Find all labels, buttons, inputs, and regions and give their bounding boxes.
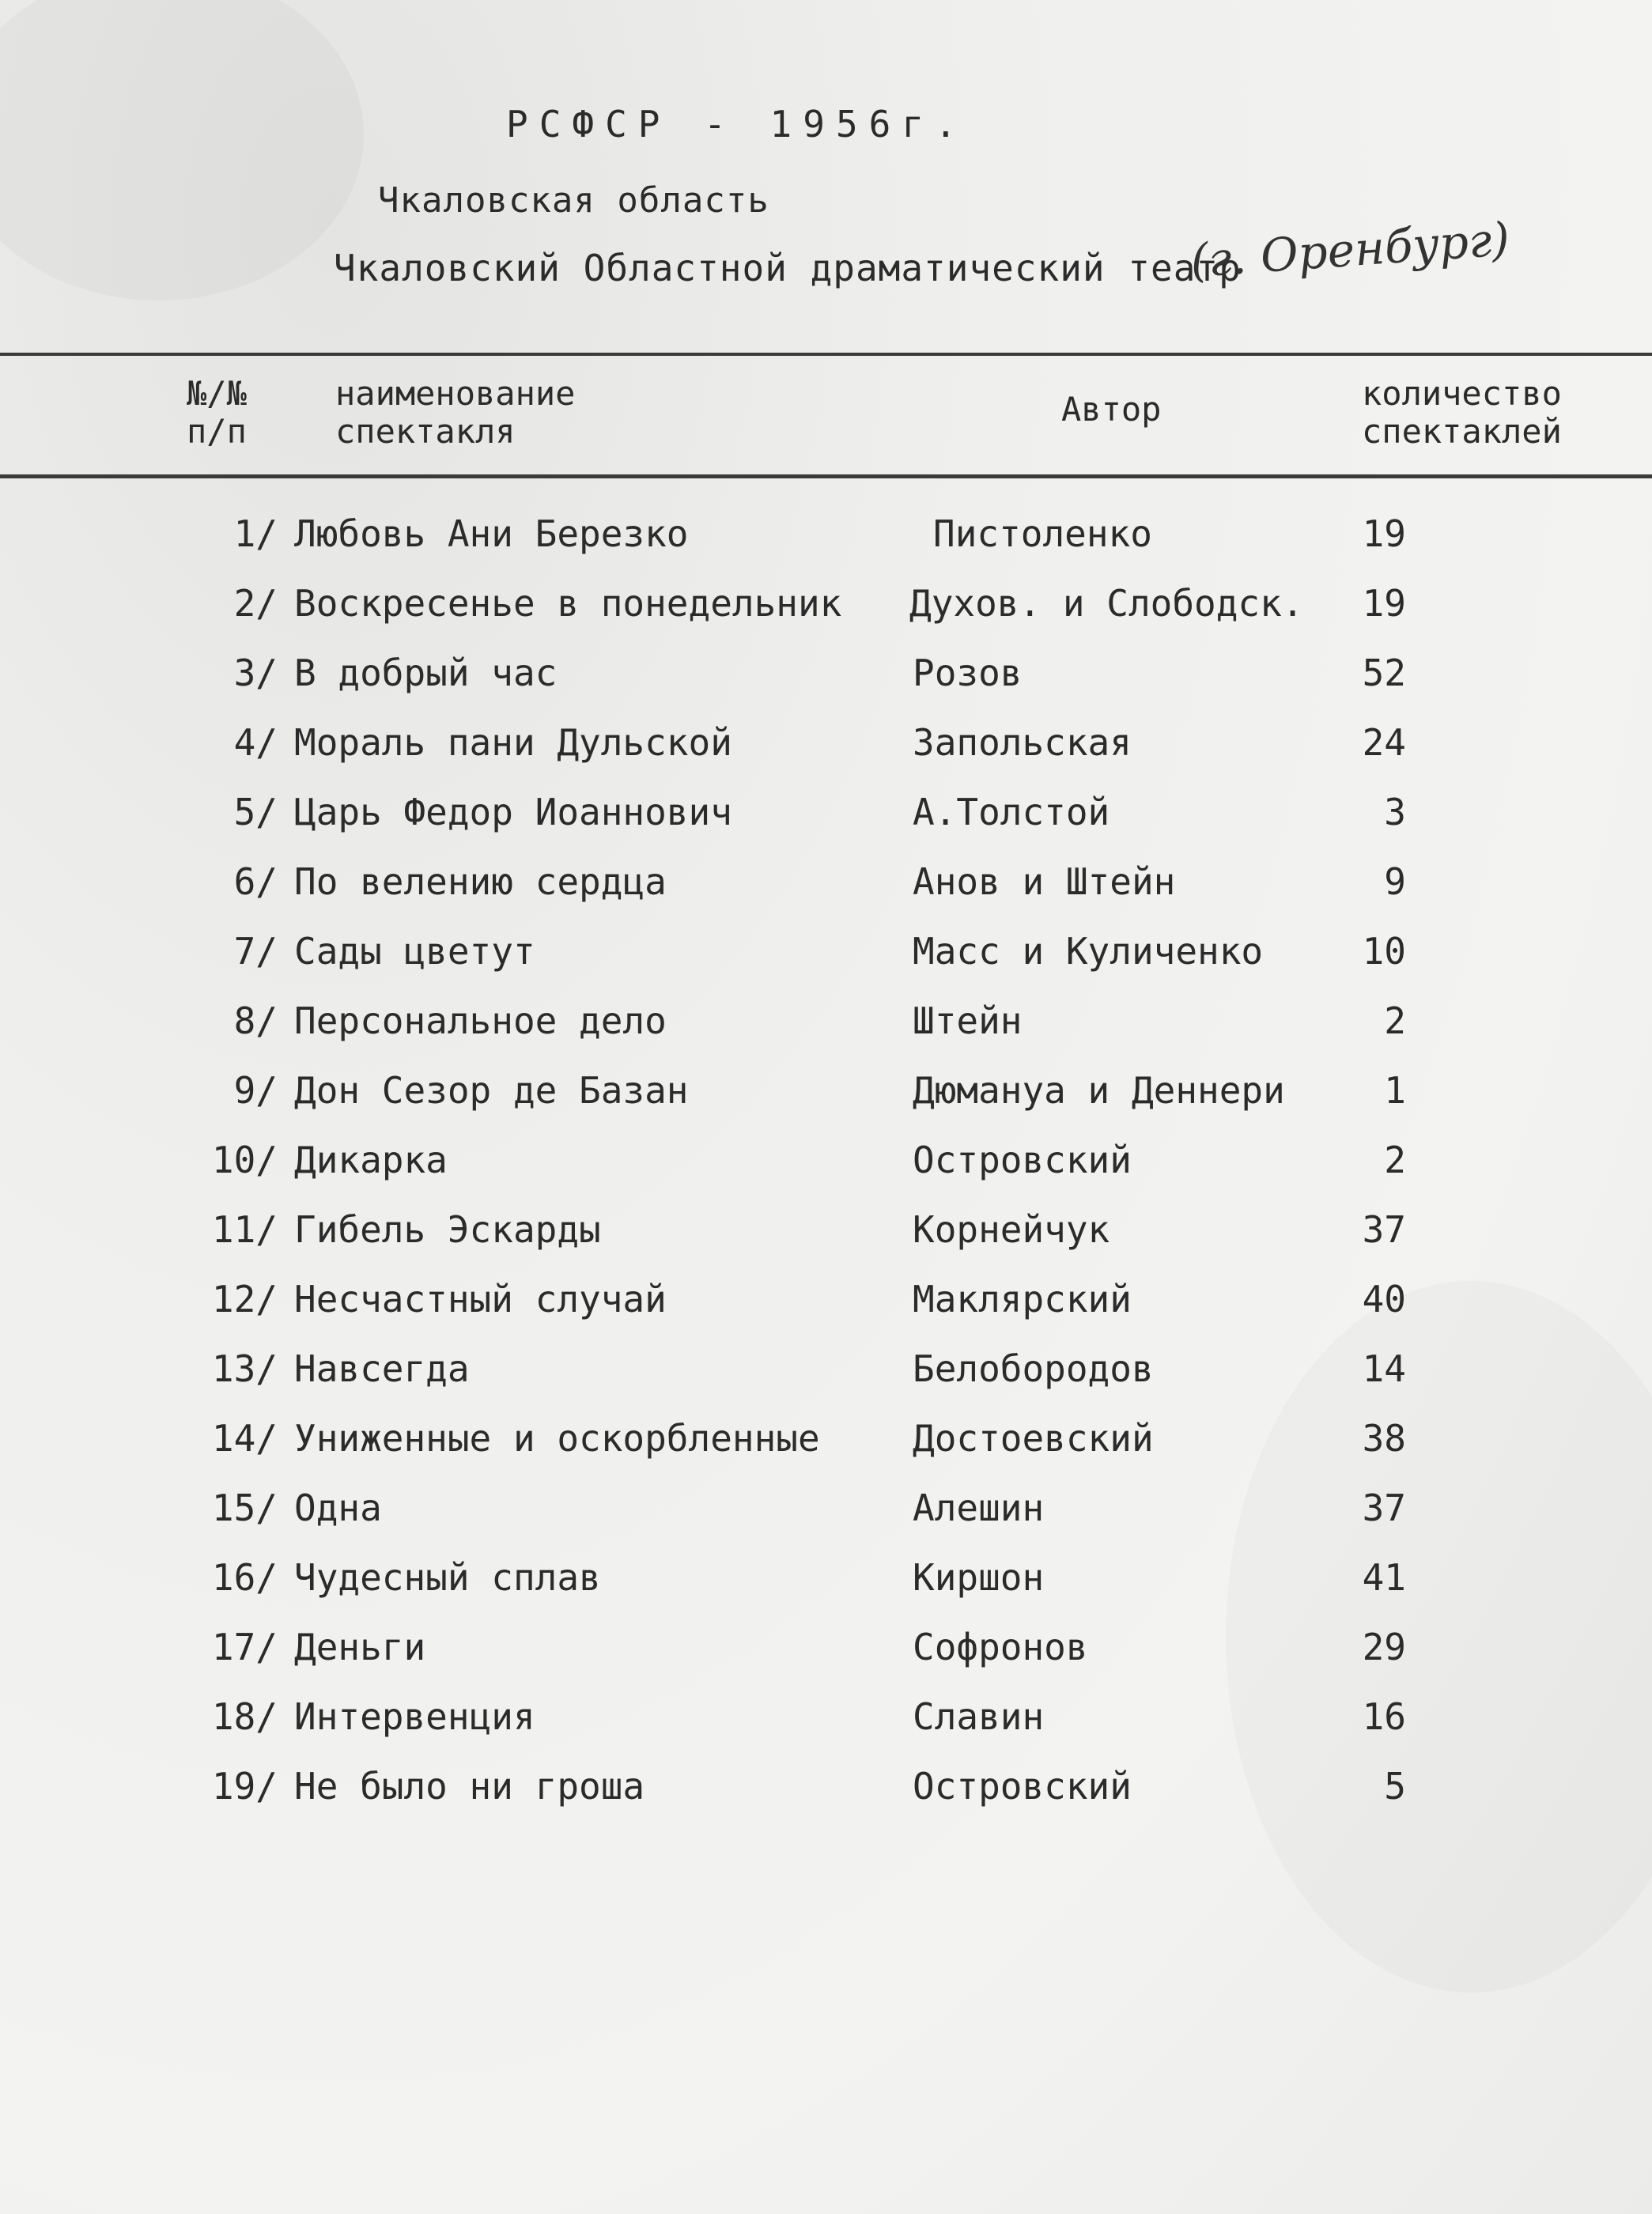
column-header-number: №/№ п/п: [187, 374, 247, 451]
table-row: [0, 1695, 1652, 1765]
row-number: 6/: [233, 860, 278, 903]
table-row: [0, 791, 1652, 860]
play-title: Дон Сезор де Базан: [294, 1069, 689, 1112]
table-row: [0, 1487, 1652, 1556]
row-number: 9/: [233, 1069, 278, 1112]
row-number: 7/: [233, 930, 278, 973]
play-author: Островский: [913, 1139, 1132, 1181]
table-row: [0, 1556, 1652, 1626]
table-row: [0, 1417, 1652, 1487]
play-author: Масс и Куличенко: [913, 930, 1264, 973]
performance-count: 10: [1362, 930, 1406, 973]
play-author: Софронов: [913, 1626, 1088, 1668]
play-author: Достоевский: [913, 1417, 1154, 1460]
performance-count: 40: [1362, 1278, 1406, 1320]
play-author: Дюмануа и Деннери: [913, 1069, 1285, 1112]
play-title: Не было ни гроша: [294, 1765, 645, 1808]
play-title: Чудесный сплав: [294, 1556, 601, 1599]
row-number: 5/: [233, 791, 278, 833]
performance-count: 2: [1384, 1139, 1406, 1181]
performance-count: 9: [1384, 860, 1406, 903]
play-title: Деньги: [294, 1626, 426, 1668]
play-title: Сады цветут: [294, 930, 535, 973]
play-title: Любовь Ани Березко: [294, 512, 689, 555]
play-author: Розов: [913, 652, 1023, 694]
play-title: Персональное дело: [294, 999, 667, 1042]
performance-count: 16: [1362, 1695, 1406, 1738]
row-number: 4/: [233, 721, 278, 764]
play-author: Штейн: [913, 999, 1023, 1042]
performance-count: 24: [1362, 721, 1406, 764]
table-row: [0, 930, 1652, 999]
performance-count: 41: [1362, 1556, 1406, 1599]
row-number: 11/: [211, 1208, 278, 1251]
play-title: Навсегда: [294, 1347, 470, 1390]
row-number: 13/: [211, 1347, 278, 1390]
play-author: Запольская: [913, 721, 1132, 764]
performance-count: 5: [1384, 1765, 1406, 1808]
play-title: Интервенция: [294, 1695, 535, 1738]
play-author: Корнейчук: [913, 1208, 1110, 1251]
play-title: Несчастный случай: [294, 1278, 667, 1320]
row-number: 1/: [233, 512, 278, 555]
play-author: Славин: [913, 1695, 1045, 1738]
row-number: 15/: [211, 1487, 278, 1529]
play-title: Одна: [294, 1487, 382, 1529]
play-author: Маклярский: [913, 1278, 1132, 1320]
play-title: Воскресенье в понедельник: [294, 582, 842, 625]
row-number: 19/: [211, 1765, 278, 1808]
row-number: 18/: [211, 1695, 278, 1738]
theater-heading: Чкаловский Областной драматический театр: [334, 247, 1242, 289]
row-number: 14/: [211, 1417, 278, 1460]
play-title: По велению сердца: [294, 860, 667, 903]
performance-count: 37: [1362, 1487, 1406, 1529]
play-title: Царь Федор Иоаннович: [294, 791, 732, 833]
play-author: Островский: [913, 1765, 1132, 1808]
handwritten-city-note: (г. Оренбург): [1189, 211, 1512, 289]
row-number: 3/: [233, 652, 278, 694]
play-title: Дикарка: [294, 1139, 448, 1181]
table-row: [0, 1626, 1652, 1695]
play-title: Гибель Эскарды: [294, 1208, 601, 1251]
performance-count: 19: [1362, 512, 1406, 555]
play-author: Белобородов: [913, 1347, 1154, 1390]
play-title: Мораль пани Дульской: [294, 721, 732, 764]
play-title: В добрый час: [294, 652, 558, 694]
page-smudge: [0, 0, 364, 300]
table-top-rule: [0, 353, 1652, 356]
table-row: [0, 1139, 1652, 1208]
table-row: [0, 582, 1652, 652]
performance-count: 52: [1362, 652, 1406, 694]
table-row: [0, 1069, 1652, 1139]
row-number: 12/: [211, 1278, 278, 1320]
performance-count: 29: [1362, 1626, 1406, 1668]
row-number: 16/: [211, 1556, 278, 1599]
column-header-count: количество спектаклей: [1362, 374, 1562, 451]
table-row: [0, 1347, 1652, 1417]
performance-count: 14: [1362, 1347, 1406, 1390]
table-header-bottom-rule: [0, 474, 1652, 478]
table-row: [0, 1208, 1652, 1278]
performance-count: 1: [1384, 1069, 1406, 1112]
play-author: Алешин: [913, 1487, 1045, 1529]
table-row: [0, 721, 1652, 791]
table-row: [0, 999, 1652, 1069]
row-number: 17/: [211, 1626, 278, 1668]
performance-count: 3: [1384, 791, 1406, 833]
play-author: Пистоленко: [933, 512, 1152, 555]
row-number: 8/: [233, 999, 278, 1042]
performance-count: 2: [1384, 999, 1406, 1042]
play-title: Униженные и оскорбленные: [294, 1417, 820, 1460]
row-number: 10/: [211, 1139, 278, 1181]
table-row: [0, 860, 1652, 930]
performance-count: 19: [1362, 582, 1406, 625]
performance-count: 38: [1362, 1417, 1406, 1460]
table-row: [0, 512, 1652, 582]
republic-year-heading: РСФСР - 1956г.: [506, 103, 968, 145]
play-author: Анов и Штейн: [913, 860, 1176, 903]
performance-count: 37: [1362, 1208, 1406, 1251]
table-row: [0, 652, 1652, 721]
row-number: 2/: [233, 582, 278, 625]
table-row: [0, 1278, 1652, 1347]
play-author: Духов. и Слободск.: [909, 582, 1304, 625]
table-row: [0, 1765, 1652, 1834]
region-heading: Чкаловская область: [378, 180, 769, 221]
play-author: А.Толстой: [913, 791, 1110, 833]
column-header-author: Автор: [1061, 390, 1162, 429]
column-header-title: наименование спектакля: [335, 374, 576, 451]
play-author: Киршон: [913, 1556, 1045, 1599]
